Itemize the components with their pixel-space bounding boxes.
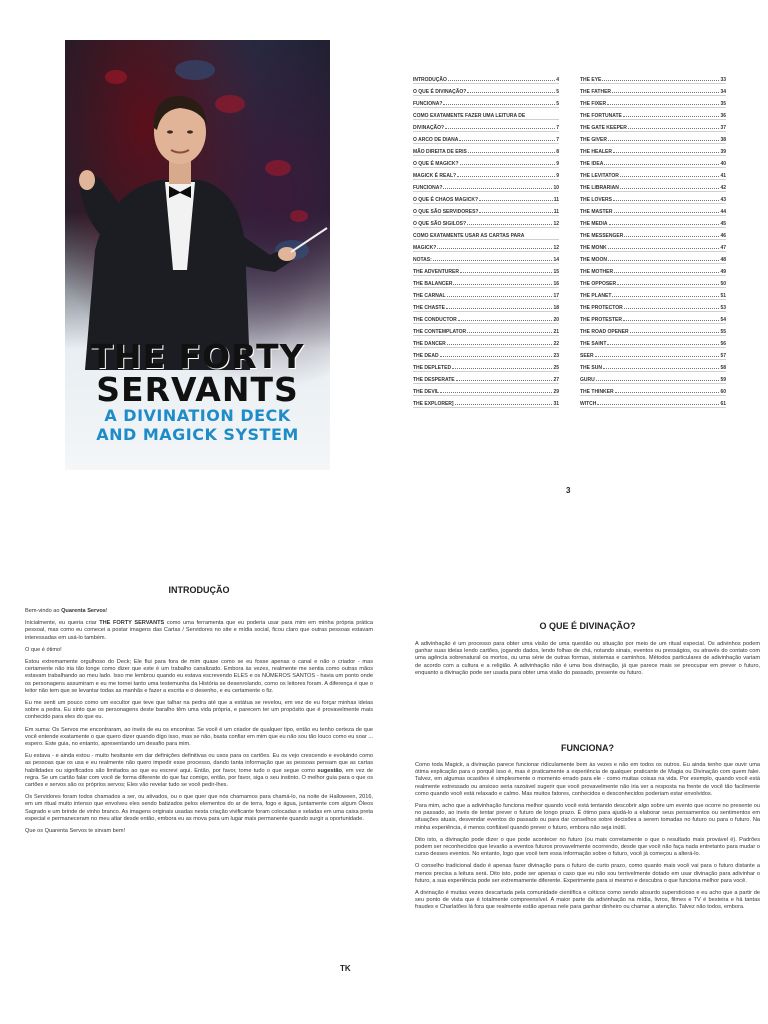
intro-paragraph: Os Servidores foram todos chamados a ser, ou ativados, ou o que quer que nós chamamos para chamá-lo, na noite de Halloween, 2016, em um ritual muito intenso que envolveu eles sendo batizados pelos elementos do ar de terra, fogo e água, juntamente com algum Óleos Sagrado e um brinde de vinho branco. As imagens originais usadas nesta criação vivificante foram colocadas e seladas em uma caixa preta especial e permaneceram no meu altar desde então, embora eu as mova para um lugar mais permanente quando surgir a oportunidade. bbox=[25, 794, 373, 822]
toc-entry[interactable] bbox=[413, 312, 559, 324]
toc-entry-page: 5 bbox=[556, 101, 559, 107]
toc-entry-label: THE OPPOSER bbox=[580, 281, 617, 287]
toc-entry-label: THE CONTEMPLATOR bbox=[413, 329, 467, 335]
toc-entry-label: O QUE É DIVINAÇÃO? bbox=[413, 89, 467, 95]
toc-entry-label: THE EXPLORER] bbox=[413, 401, 454, 407]
toc-entry-label: NOTAS: bbox=[413, 257, 432, 263]
toc-entry[interactable] bbox=[580, 324, 726, 336]
toc-entry-page: 36 bbox=[720, 113, 726, 119]
toc-entry[interactable] bbox=[580, 144, 726, 156]
toc-entry[interactable] bbox=[413, 252, 559, 264]
toc-entry-page: 23 bbox=[553, 353, 559, 359]
intro-paragraph: Estou extremamente orgulhoso do Deck; Ele flui para fora de mim quase como se eu fosse apenas o canal e não o criador - mas certamente não iria tão longe como dizer que este é um trabalho canalizado. Embora às vezes, realmente me sentia como outras mãos estavam trabalhando ao meu lado. Isso me lembrou quando eu estava escrevendo ELES e os NÚMEROS SANTOS - havia um ponto onde os personagens assumiram e eu me tornei tanto uma testemunha da História se desenrolando, como os leitores foram. A diferença é que o leitor não tem que se levantar todas as manhãs e fazer a escrita e o desenho, e eu certamente o fiz. bbox=[25, 659, 373, 694]
toc-leader-dots bbox=[607, 104, 719, 105]
toc-leader-dots bbox=[433, 260, 553, 261]
toc-entry[interactable] bbox=[413, 120, 559, 132]
intro-paragraph bbox=[25, 620, 373, 642]
toc-entry-page: 43 bbox=[720, 197, 726, 203]
toc-leader-dots bbox=[443, 188, 552, 189]
toc-entry[interactable] bbox=[413, 96, 559, 108]
toc-leader-dots bbox=[468, 152, 555, 153]
toc-entry-label: THE DEVIL bbox=[413, 389, 440, 395]
toc-entry[interactable] bbox=[580, 276, 726, 288]
toc-entry-label: MAGICK É REAL? bbox=[413, 173, 457, 179]
works-paragraph: O conselho tradicional dado é apenas fazer divinação para o futuro de curto prazo, como quanto mais você vai para o futuro distante a menos precisa a leitura será. Dito isto, pode ser apenas o caso que eu não sou terrivelmente dotado em usar divinação para adivinhar o futuro, a sua experiência pode ser extremamente diferente. Experimente para si mesmo e descubra o que funciona melhor para você. bbox=[415, 863, 760, 884]
toc-entry[interactable] bbox=[580, 288, 726, 300]
toc-entry[interactable] bbox=[413, 360, 559, 372]
toc-entry-page: 9 bbox=[556, 161, 559, 167]
page-number: 3 bbox=[566, 486, 571, 495]
toc-entry-page: 44 bbox=[720, 209, 726, 215]
toc-entry[interactable] bbox=[413, 300, 559, 312]
toc-leader-dots bbox=[447, 344, 553, 345]
works-paragraph: Para mim, acho que a adivinhação funciona melhor quando você está tentando descobrir algo sobre um evento que ocorre no presente ou no passado, ao invés de tentar prever o futuro de longo prazo. É ótimo para ajudá-lo a elaborar seus pensamentos ou sentimentos em situações atuais, desvendar eventos do passado ou para dar conselhos sobre decisões a serem tomadas no futuro ou para o futuro. Na minha experiência, é menos confiável quando prever o futuro, embora não seja inútil. bbox=[415, 803, 760, 831]
toc-leader-dots bbox=[613, 200, 719, 201]
divination-paragraph: A adivinhação é um processo para obter uma visão de uma questão ou situação por meio de um ritual especial. Os adivinhos podem ganhar suas ideias lendo cartões, jogando dados, lendo folhas de chá, notando sinais, eventos ou presságios, ou através do contato com uma agência sobrenatural os mortos, ou uma série de outras formas, sistemas e caminhos. Métodos particulares de adivinhação variam de acordo com a cultura e a religião. A adivinhação não é uma boa divinação, já que parece mais se preocupar em prever o futuro, enquanto a divinação pode ser usada para obter uma visão do passado, presente ou futuro. bbox=[415, 641, 760, 676]
toc-entry-page: 5 bbox=[556, 89, 559, 95]
toc-entry-page: 33 bbox=[720, 77, 726, 83]
toc-entry[interactable] bbox=[580, 240, 726, 252]
toc-entry[interactable] bbox=[580, 72, 726, 84]
toc-leader-dots bbox=[440, 392, 552, 393]
toc-entry-label: O QUE SÃO SIGILOS? bbox=[413, 221, 467, 227]
toc-leader-dots bbox=[597, 404, 719, 405]
toc-leader-dots bbox=[459, 140, 555, 141]
cover-subtitle bbox=[65, 406, 330, 444]
toc-leader-dots bbox=[624, 236, 719, 237]
toc-entry-page: 17 bbox=[553, 293, 559, 299]
toc-entry[interactable] bbox=[413, 288, 559, 300]
toc-entry-label: MAGICK? bbox=[413, 245, 437, 251]
toc-entry[interactable] bbox=[413, 132, 559, 144]
toc-entry[interactable] bbox=[413, 72, 559, 84]
toc-entry[interactable] bbox=[580, 180, 726, 192]
toc-entry[interactable] bbox=[580, 228, 726, 240]
toc-entry-page: 38 bbox=[720, 137, 726, 143]
toc-leader-dots bbox=[628, 128, 720, 129]
toc-entry[interactable] bbox=[413, 276, 559, 288]
toc-entry-label: THE THINKER bbox=[580, 389, 614, 395]
toc-leader-dots bbox=[630, 332, 720, 333]
toc-leader-dots bbox=[614, 212, 720, 213]
toc-entry[interactable] bbox=[580, 120, 726, 132]
toc-entry[interactable] bbox=[413, 216, 559, 228]
toc-leader-dots bbox=[623, 320, 719, 321]
toc-entry[interactable] bbox=[413, 324, 559, 336]
toc-leader-dots bbox=[453, 284, 552, 285]
toc-entry-label: DIVINAÇÃO? bbox=[413, 125, 445, 131]
toc-entry-label: THE PLANET bbox=[580, 293, 612, 299]
toc-entry[interactable] bbox=[580, 336, 726, 348]
toc-entry-label: FUNCIONA? bbox=[413, 101, 443, 107]
intro-paragraph: Que os Quarenta Servos te sirvam bem! bbox=[25, 828, 126, 835]
toc-entry-page: 61 bbox=[720, 401, 726, 407]
toc-entry[interactable] bbox=[580, 84, 726, 96]
toc-leader-dots bbox=[620, 188, 720, 189]
divination-body bbox=[415, 641, 760, 682]
toc-leader-dots bbox=[608, 140, 719, 141]
toc-entry-label: O ARCO DE DIANA bbox=[413, 137, 459, 143]
toc-leader-dots bbox=[607, 344, 719, 345]
toc-leader-dots bbox=[467, 332, 552, 333]
toc-entry-label: THE FATHER bbox=[580, 89, 612, 95]
toc-entry[interactable] bbox=[413, 144, 559, 156]
intro-body bbox=[25, 608, 373, 840]
toc-leader-dots bbox=[457, 176, 555, 177]
toc-entry[interactable] bbox=[413, 336, 559, 348]
toc-entry-page: 41 bbox=[720, 173, 726, 179]
toc-entry-label: SEER bbox=[580, 353, 594, 359]
toc-entry-label: O QUE É CHAOS MAGICK? bbox=[413, 197, 479, 203]
toc-entry-label: THE MOON bbox=[580, 257, 607, 263]
toc-leader-dots bbox=[452, 368, 552, 369]
toc-entry-label: THE MASTER bbox=[580, 209, 613, 215]
toc-entry-page: 20 bbox=[553, 317, 559, 323]
toc-entry-page: 45 bbox=[720, 221, 726, 227]
toc-entry-page: 57 bbox=[720, 353, 726, 359]
toc-entry[interactable] bbox=[580, 168, 726, 180]
toc-leader-dots bbox=[623, 116, 720, 117]
toc-entry-page: 54 bbox=[720, 317, 726, 323]
toc-entry[interactable] bbox=[580, 360, 726, 372]
toc-entry-label: THE LOVERS bbox=[580, 197, 612, 203]
toc-entry-label: THE MONK bbox=[580, 245, 607, 251]
toc-entry-label: THE FIXER bbox=[580, 101, 607, 107]
intro-heading: INTRODUÇÃO bbox=[168, 585, 230, 595]
toc-entry[interactable] bbox=[413, 156, 559, 168]
toc-leader-dots bbox=[460, 272, 553, 273]
cover-subtitle-line2: AND MAGICK SYSTEM bbox=[96, 425, 299, 444]
toc-entry[interactable] bbox=[413, 204, 559, 216]
signature: TK bbox=[340, 964, 351, 973]
intro-paragraph bbox=[25, 753, 373, 789]
toc-entry-label: THE LIBRARIAN bbox=[580, 185, 619, 191]
toc-entry-label: THE MOTHER bbox=[580, 269, 614, 275]
toc-entry[interactable] bbox=[413, 396, 559, 408]
toc-leader-dots bbox=[458, 320, 553, 321]
toc-entry-label: THE IDEA bbox=[580, 161, 604, 167]
toc-leader-dots bbox=[620, 176, 720, 177]
toc-entry[interactable] bbox=[413, 192, 559, 204]
toc-entry[interactable] bbox=[413, 180, 559, 192]
toc-entry-label: THE DEAD bbox=[413, 353, 439, 359]
toc-leader-dots bbox=[614, 272, 719, 273]
toc-entry-label: THE DESPERATE bbox=[413, 377, 455, 383]
toc-leader-dots bbox=[617, 284, 719, 285]
toc-entry-label: THE GATE KEEPER bbox=[580, 125, 627, 131]
conductor-illustration bbox=[65, 40, 330, 370]
toc-entry[interactable] bbox=[580, 384, 726, 396]
toc-leader-dots bbox=[467, 224, 552, 225]
toc-entry-page: 55 bbox=[720, 329, 726, 335]
text-run: como uma ferramenta que eu poderia usar para mim em minha própria prática pessoal, mas como eu comecei a postar imagens das Cartas / Servidores no site e mídia social, ficou claro que outras pessoas estavam interessadas em usá-lo também. bbox=[25, 620, 373, 641]
toc-entry-label: THE MESSENGER bbox=[580, 233, 624, 239]
toc-entry[interactable] bbox=[580, 132, 726, 144]
toc-entry[interactable] bbox=[580, 348, 726, 360]
toc-entry[interactable] bbox=[413, 264, 559, 276]
intro-paragraph: Em suma: Os Servos me encontraram, ao invés de eu os encontrar. Se você é um criador de qualquer tipo, então eu tenho certeza de que você entende exatamente o que quero dizer quando digo isso, mas se não, basta confiar em mim que eu não sou tão louco como eu soar ... espero. Este guia, no entanto, apresentando um desafio para mim. bbox=[25, 726, 373, 748]
toc-entry[interactable] bbox=[580, 372, 726, 384]
toc-entry[interactable] bbox=[580, 108, 726, 120]
toc-entry-label: THE LEVITATOR bbox=[580, 173, 619, 179]
text-run: Bem-vindo ao bbox=[25, 608, 62, 614]
toc-entry-page: 7 bbox=[556, 137, 559, 143]
toc-entry-label: THE ADVENTURER bbox=[413, 269, 459, 275]
toc-entry-page: 59 bbox=[720, 377, 726, 383]
toc-entry-label: THE MEDIA bbox=[580, 221, 608, 227]
cover-subtitle-line1: A DIVINATION DECK bbox=[104, 406, 291, 425]
toc-entry-page: 31 bbox=[553, 401, 559, 407]
cover-title-line2: SERVANTS bbox=[96, 370, 299, 409]
cover-title-line1: THE FORTY bbox=[90, 337, 305, 376]
toc-leader-dots bbox=[479, 200, 553, 201]
toc-entry-page: 11 bbox=[553, 209, 559, 215]
toc-leader-dots bbox=[602, 80, 719, 81]
toc-leader-dots bbox=[608, 260, 719, 261]
toc-entry[interactable] bbox=[580, 300, 726, 312]
toc-entry-page: 21 bbox=[553, 329, 559, 335]
toc-entry-label: THE DANCER bbox=[413, 341, 446, 347]
toc-entry[interactable] bbox=[413, 348, 559, 360]
toc-entry-label: THE CHASTE bbox=[413, 305, 445, 311]
toc-entry-page: 29 bbox=[553, 389, 559, 395]
toc-entry-page: 10 bbox=[553, 185, 559, 191]
toc-leader-dots bbox=[613, 152, 719, 153]
works-paragraph: Como toda Magick, a divinação parece funcionar ridiculamente bem às vezes e não em todos os outros. Eu ainda tenho que ouvir uma ótima explicação para o porquê isso é, mas é praticamente a experiência de qualquer praticante de Magia ou Divinação com quem falei. Talvez, em algumas ocasiões é simplesmente o momento errado para ele - como muitas coisas na vida. Por exemplo, quando você está realmente estressado ou ansioso seria razoável sugerir que você provavelmente não iria ver a resposta na frente de você tão facilmente como quando você está relaxado e calmo. Mas muitos fatores, conhecidos e desconhecidos poderiam estar envolvidos. bbox=[415, 762, 760, 797]
toc-entry-page: 47 bbox=[720, 245, 726, 251]
toc-entry-page: 16 bbox=[553, 281, 559, 287]
toc-entry[interactable] bbox=[580, 312, 726, 324]
toc-entry[interactable] bbox=[413, 108, 559, 120]
toc-entry-page: 12 bbox=[553, 245, 559, 251]
intro-paragraph bbox=[25, 608, 373, 615]
text-run: ! bbox=[105, 608, 108, 614]
works-paragraph: Dito isto, a divinação pode dizer o que pode acontecer no futuro (ou mais corretamente o que o resultado mais provável é). Padrões podem ser reconhecidos que levarão a eventos futuros provavelmente ocorrendo, desde que você não faça nada entretanto para mudar o curso desses eventos. No entanto, logo que você tem essa informação sobre o futuro, você já começou a alterá-lo. bbox=[415, 836, 760, 858]
toc-entry-label: THE GIVER bbox=[580, 137, 607, 143]
intro-paragraph: O que é ótimo! bbox=[25, 646, 62, 653]
toc-entry[interactable] bbox=[580, 156, 726, 168]
toc-entry-page: 12 bbox=[553, 221, 559, 227]
toc-entry-label: THE ROAD OPENER bbox=[580, 329, 629, 335]
intro-paragraph: Eu me senti um pouco como um escultor que teve que talhar na pedra até que a estátua se revelou, em vez de eu forçar minhas ideias sobre a pedra. Eu sinto que os personagens deste baralho têm uma vida própria, e parecem ter um propósito que é provavelmente mais conhecido para eles do que eu. bbox=[25, 700, 373, 721]
toc-entry-page: 4 bbox=[556, 77, 559, 83]
toc-entry-label: GURU bbox=[580, 377, 595, 383]
toc-entry[interactable] bbox=[413, 228, 559, 240]
toc-leader-dots bbox=[603, 368, 719, 369]
toc-entry-page: 37 bbox=[720, 125, 726, 131]
toc-entry[interactable] bbox=[580, 216, 726, 228]
toc-column-left bbox=[413, 72, 559, 408]
toc-leader-dots bbox=[445, 128, 555, 129]
toc-entry-label: THE SAINT bbox=[580, 341, 607, 347]
toc-leader-dots bbox=[456, 380, 553, 381]
toc-leader-dots bbox=[479, 212, 552, 213]
works-heading: FUNCIONA? bbox=[561, 743, 614, 753]
toc-entry[interactable] bbox=[580, 192, 726, 204]
toc-entry-page: 22 bbox=[553, 341, 559, 347]
toc-entry[interactable] bbox=[413, 384, 559, 396]
toc-leader-dots bbox=[595, 356, 720, 357]
toc-entry-page: 60 bbox=[720, 389, 726, 395]
toc-entry-label: THE HEALER bbox=[580, 149, 612, 155]
toc-leader-dots bbox=[460, 164, 556, 165]
toc-entry-page: 56 bbox=[720, 341, 726, 347]
toc-entry-page: 8 bbox=[556, 149, 559, 155]
toc-entry[interactable] bbox=[413, 84, 559, 96]
toc-leader-dots bbox=[604, 164, 719, 165]
toc-leader-dots bbox=[608, 248, 720, 249]
toc-entry-page: 35 bbox=[720, 101, 726, 107]
toc-entry[interactable] bbox=[580, 396, 726, 408]
toc-leader-dots bbox=[612, 92, 719, 93]
book-cover bbox=[65, 40, 330, 470]
toc-leader-dots bbox=[596, 380, 720, 381]
toc-entry-label: THE CARNAL bbox=[413, 293, 446, 299]
toc-entry-label: THE FORTUNATE bbox=[580, 113, 622, 119]
toc-leader-dots bbox=[447, 296, 553, 297]
toc-entry-page: 34 bbox=[720, 89, 726, 95]
toc-leader-dots bbox=[467, 92, 555, 93]
toc-entry[interactable] bbox=[580, 204, 726, 216]
toc-entry-label: THE SUN bbox=[580, 365, 602, 371]
toc-entry-page: 50 bbox=[720, 281, 726, 287]
toc-entry-page: 15 bbox=[553, 269, 559, 275]
toc-entry[interactable] bbox=[413, 372, 559, 384]
toc-entry-page: 53 bbox=[720, 305, 726, 311]
toc-entry-page: 14 bbox=[553, 257, 559, 263]
toc-leader-dots bbox=[455, 404, 553, 405]
toc-entry-label: THE PROTESTER bbox=[580, 317, 622, 323]
toc-leader-dots bbox=[437, 248, 552, 249]
toc-entry-page: 9 bbox=[556, 173, 559, 179]
toc-entry-label: THE BALANCER bbox=[413, 281, 453, 287]
works-paragraph: A divinação é muitas vezes descartada pela comunidade científica e céticos como sendo absurdo supersticioso e eu acho que a partir de seu ponto de vista que é totalmente compreensível. A maior parte da adivinhação na mídia, livros, filmes e TV é besteira e há tantas fraudes e Charlatões lá fora que realmente estão apenas nele para ganhar dinheiro ou chamar a atenção. Talvez não todos, embora. bbox=[415, 890, 760, 911]
toc-entry-page: 42 bbox=[720, 185, 726, 191]
toc-entry-label: MÃO DIREITA DE ERIS bbox=[413, 149, 467, 155]
toc-entry-page: 18 bbox=[553, 305, 559, 311]
toc-entry-page: 40 bbox=[720, 161, 726, 167]
toc-leader-dots bbox=[443, 104, 555, 105]
toc-entry-label: COMO EXATAMENTE FAZER UMA LEITURA DE bbox=[413, 113, 526, 119]
toc-entry-page: 11 bbox=[553, 197, 559, 203]
toc-entry-page: 48 bbox=[720, 257, 726, 263]
toc-leader-dots bbox=[440, 356, 553, 357]
toc-entry[interactable] bbox=[413, 240, 559, 252]
toc-entry-page: 51 bbox=[720, 293, 726, 299]
toc-column-right bbox=[580, 72, 726, 408]
text-bold: THE FORTY SERVANTS bbox=[99, 620, 165, 627]
toc-entry[interactable] bbox=[580, 96, 726, 108]
toc-entry-label: COMO EXATAMENTE USAR AS CARTAS PARA bbox=[413, 233, 525, 239]
text-run: Eu estava - e ainda estou - muito hesitante em dar definições definitivas ou usos para os cartões. Eu os vejo crescendo e evoluindo como as pessoas que os usa e eu realmente não quero impedir esse processo, dando tanta informação que as pessoas pensam que as cartas habilidades ou significados são limitados ao que eu escrevi aqui. Então, por favor, tome tudo o que segue como bbox=[25, 753, 373, 774]
toc-entry-label: WITCH bbox=[580, 401, 597, 407]
toc-entry-page: 25 bbox=[553, 365, 559, 371]
toc-entry[interactable] bbox=[413, 168, 559, 180]
toc-entry[interactable] bbox=[580, 252, 726, 264]
works-body bbox=[415, 762, 760, 917]
toc-entry-label: O QUE É MAGICK? bbox=[413, 161, 459, 167]
toc-entry-label: THE EYE bbox=[580, 77, 602, 83]
divination-heading: O QUE É DIVINAÇÃO? bbox=[539, 621, 636, 631]
toc-leader-dots bbox=[612, 296, 719, 297]
toc-entry-page: 58 bbox=[720, 365, 726, 371]
toc-entry-page: 49 bbox=[720, 269, 726, 275]
toc-leader-dots bbox=[448, 80, 555, 81]
toc-leader-dots bbox=[446, 308, 552, 309]
toc-entry-label: O QUE SÃO SERVIDORES? bbox=[413, 209, 479, 215]
toc-entry-page: 27 bbox=[553, 377, 559, 383]
toc-entry-page: 46 bbox=[720, 233, 726, 239]
toc-entry[interactable] bbox=[580, 264, 726, 276]
toc-leader-dots bbox=[624, 308, 720, 309]
toc-entry-label: FUNCIONA? bbox=[413, 185, 443, 191]
toc-entry-label: THE CONDUCTOR bbox=[413, 317, 457, 323]
toc-leader-dots bbox=[609, 224, 720, 225]
toc-entry-label: INTRODUÇÃO bbox=[413, 77, 447, 83]
toc-leader-dots bbox=[615, 392, 720, 393]
text-bold: sugestão bbox=[317, 767, 342, 774]
text-run: , em vez de regra. Se um cartão falar com você de forma diferente do que faz comigo, então, por favor, siga o seu instinto. O melhor guia para o que os cartões e servos são os próprios servos; Eles vão revelar tudo se você pedir-lhes. bbox=[25, 767, 373, 789]
text-run: Inicialmente, eu queria criar bbox=[25, 620, 100, 627]
text-bold: Quarenta Servos bbox=[61, 608, 106, 614]
toc-entry-label: THE PROTECTOR bbox=[580, 305, 623, 311]
toc-entry-page: 39 bbox=[720, 149, 726, 155]
toc-entry-page: 7 bbox=[556, 125, 559, 131]
toc-entry-label: THE DEPLETED bbox=[413, 365, 452, 371]
